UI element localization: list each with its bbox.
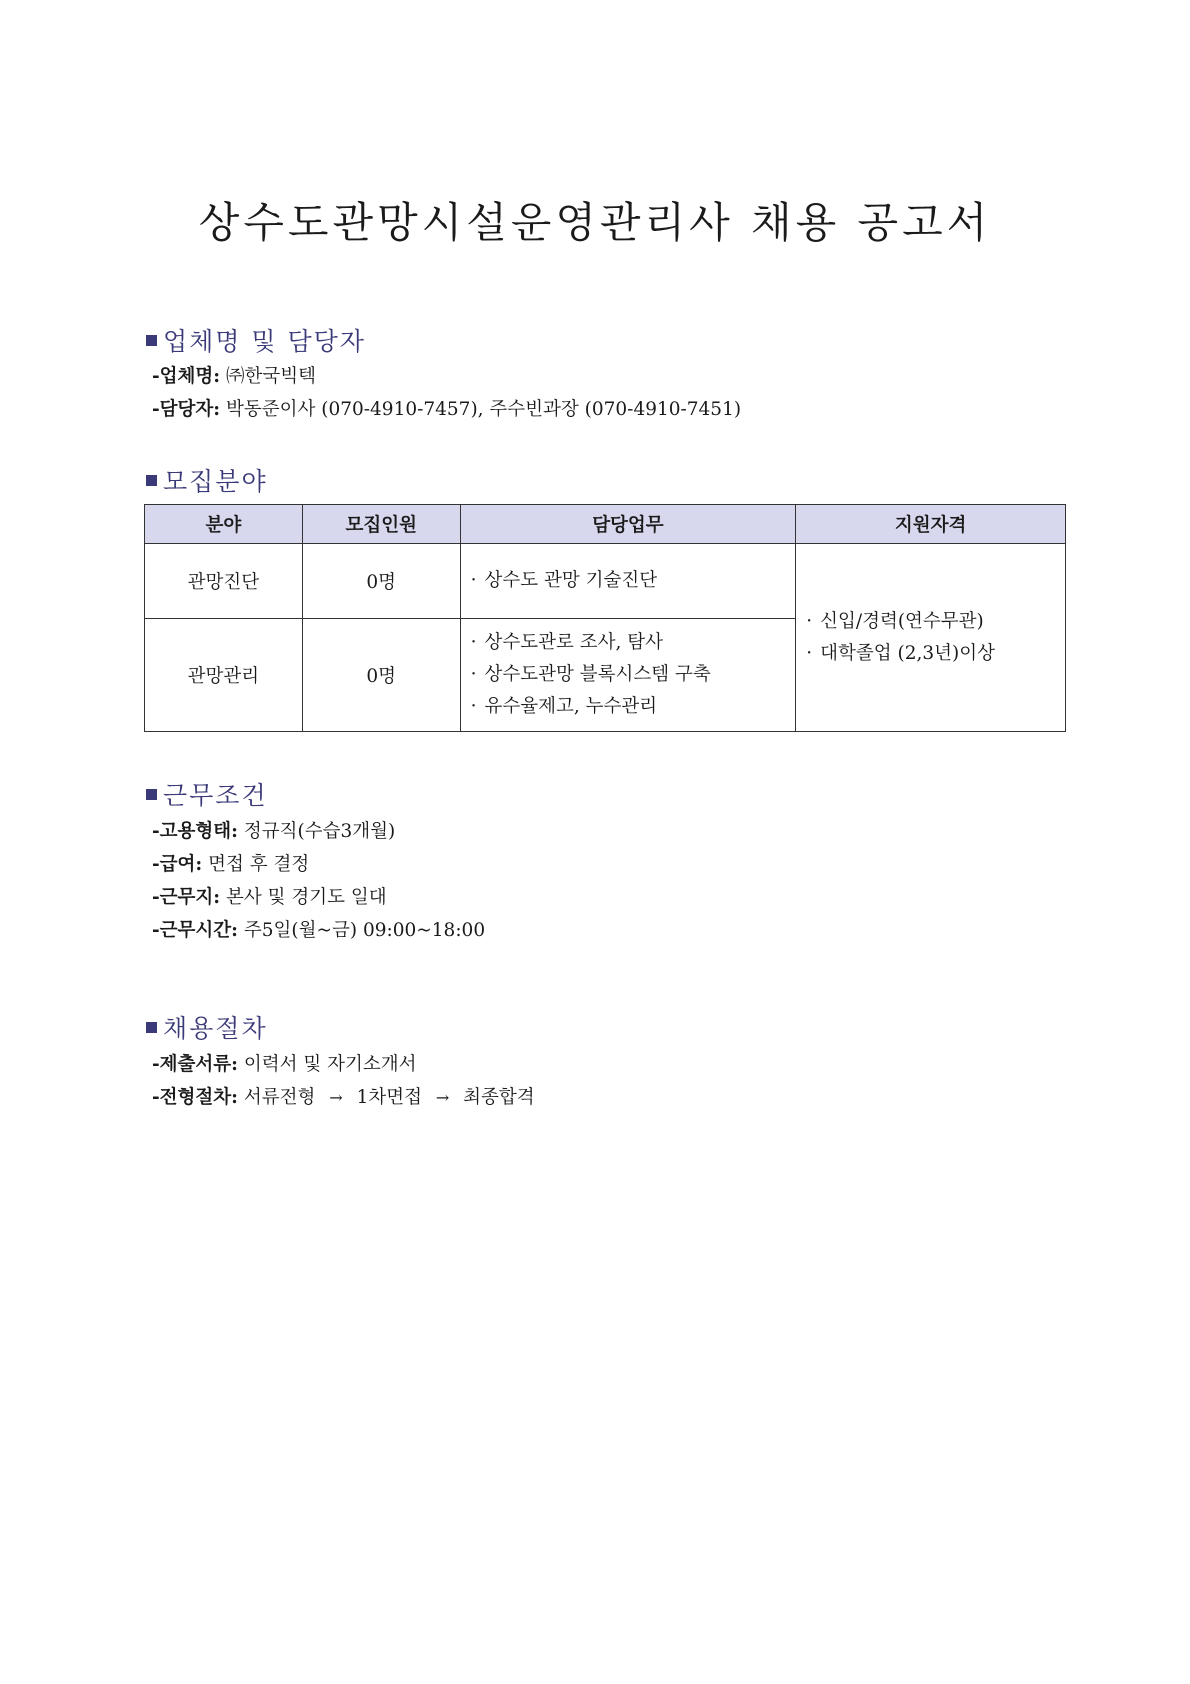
company-contact-label: -담당자: [152,399,221,420]
qualification-item: · 신입/경력(연수무관) [806,610,984,632]
process-step: 서류전형 [243,1087,316,1108]
documents-line [152,1050,417,1076]
section-heading-procedure [146,1009,268,1045]
condition-label: -고용형태: [152,821,238,842]
condition-line [152,916,485,942]
condition-label: -근무시간: [152,920,238,941]
condition-line [152,850,309,876]
field-cell: 관망관리 [145,619,303,732]
process-step: 최종합격 [463,1087,535,1108]
condition-value: 본사 및 경기도 일대 [226,887,387,908]
column-header: 담당업무 [460,505,796,544]
duty-item: · 상수도관로 조사, 탐사 [470,632,663,653]
condition-line [152,883,387,909]
duty-item: · 상수도관망 블록시스템 구축 [470,664,711,685]
arrow-icon: → [435,1088,450,1107]
arrow-icon: → [329,1088,343,1107]
section-heading-conditions [146,776,268,812]
condition-label: -근무지: [152,887,221,908]
square-icon [146,789,157,800]
recruit-table [144,504,1066,732]
duties-cell [460,619,796,732]
count-cell: 0명 [302,544,460,619]
qualifications-cell [796,544,1066,732]
section-heading-procedure-text: 채용절차 [163,1014,268,1043]
condition-value: 면접 후 결정 [208,854,310,875]
column-header: 지원자격 [796,505,1066,544]
count-cell: 0명 [302,619,460,732]
section-heading-company [146,322,366,358]
process-line [152,1083,535,1109]
duty-item: · 유수율제고, 누수관리 [470,696,658,717]
table-header-row [145,505,1066,544]
company-contact-value: 박동준이사 (070-4910-7457), 주수빈과장 (070-4910-7451) [226,399,742,420]
condition-label: -급여: [152,854,203,875]
duties-cell [460,544,796,619]
section-heading-recruit-text: 모집분야 [163,467,268,496]
documents-label: -제출서류: [152,1054,238,1075]
section-heading-company-text: 업체명 및 담당자 [163,327,366,356]
table-row [145,544,1066,619]
company-name-label: -업체명: [152,366,221,387]
square-icon [146,335,157,346]
company-name-value: ㈜한국빅텍 [226,366,317,387]
documents-value: 이력서 및 자기소개서 [243,1054,417,1075]
qualification-item: · 대학졸업 (2,3년)이상 [806,642,995,664]
column-header: 모집인원 [302,505,460,544]
process-step: 1차면접 [356,1087,422,1108]
section-heading-conditions-text: 근무조건 [163,781,268,810]
company-name-line [152,362,316,388]
section-heading-recruit [146,462,268,498]
duty-item: · 상수도 관망 기술진단 [470,570,658,591]
condition-value: 주5일(월~금) 09:00~18:00 [243,920,486,941]
company-contact-line [152,395,741,421]
field-cell: 관망진단 [145,544,303,619]
condition-value: 정규직(수습3개월) [243,821,396,842]
condition-line [152,817,395,843]
process-label: -전형절차: [152,1087,238,1108]
column-header: 분야 [145,505,303,544]
page-title: 상수도관망시설운영관리사 채용 공고서 [198,198,992,247]
square-icon [146,475,157,486]
square-icon [146,1022,157,1033]
